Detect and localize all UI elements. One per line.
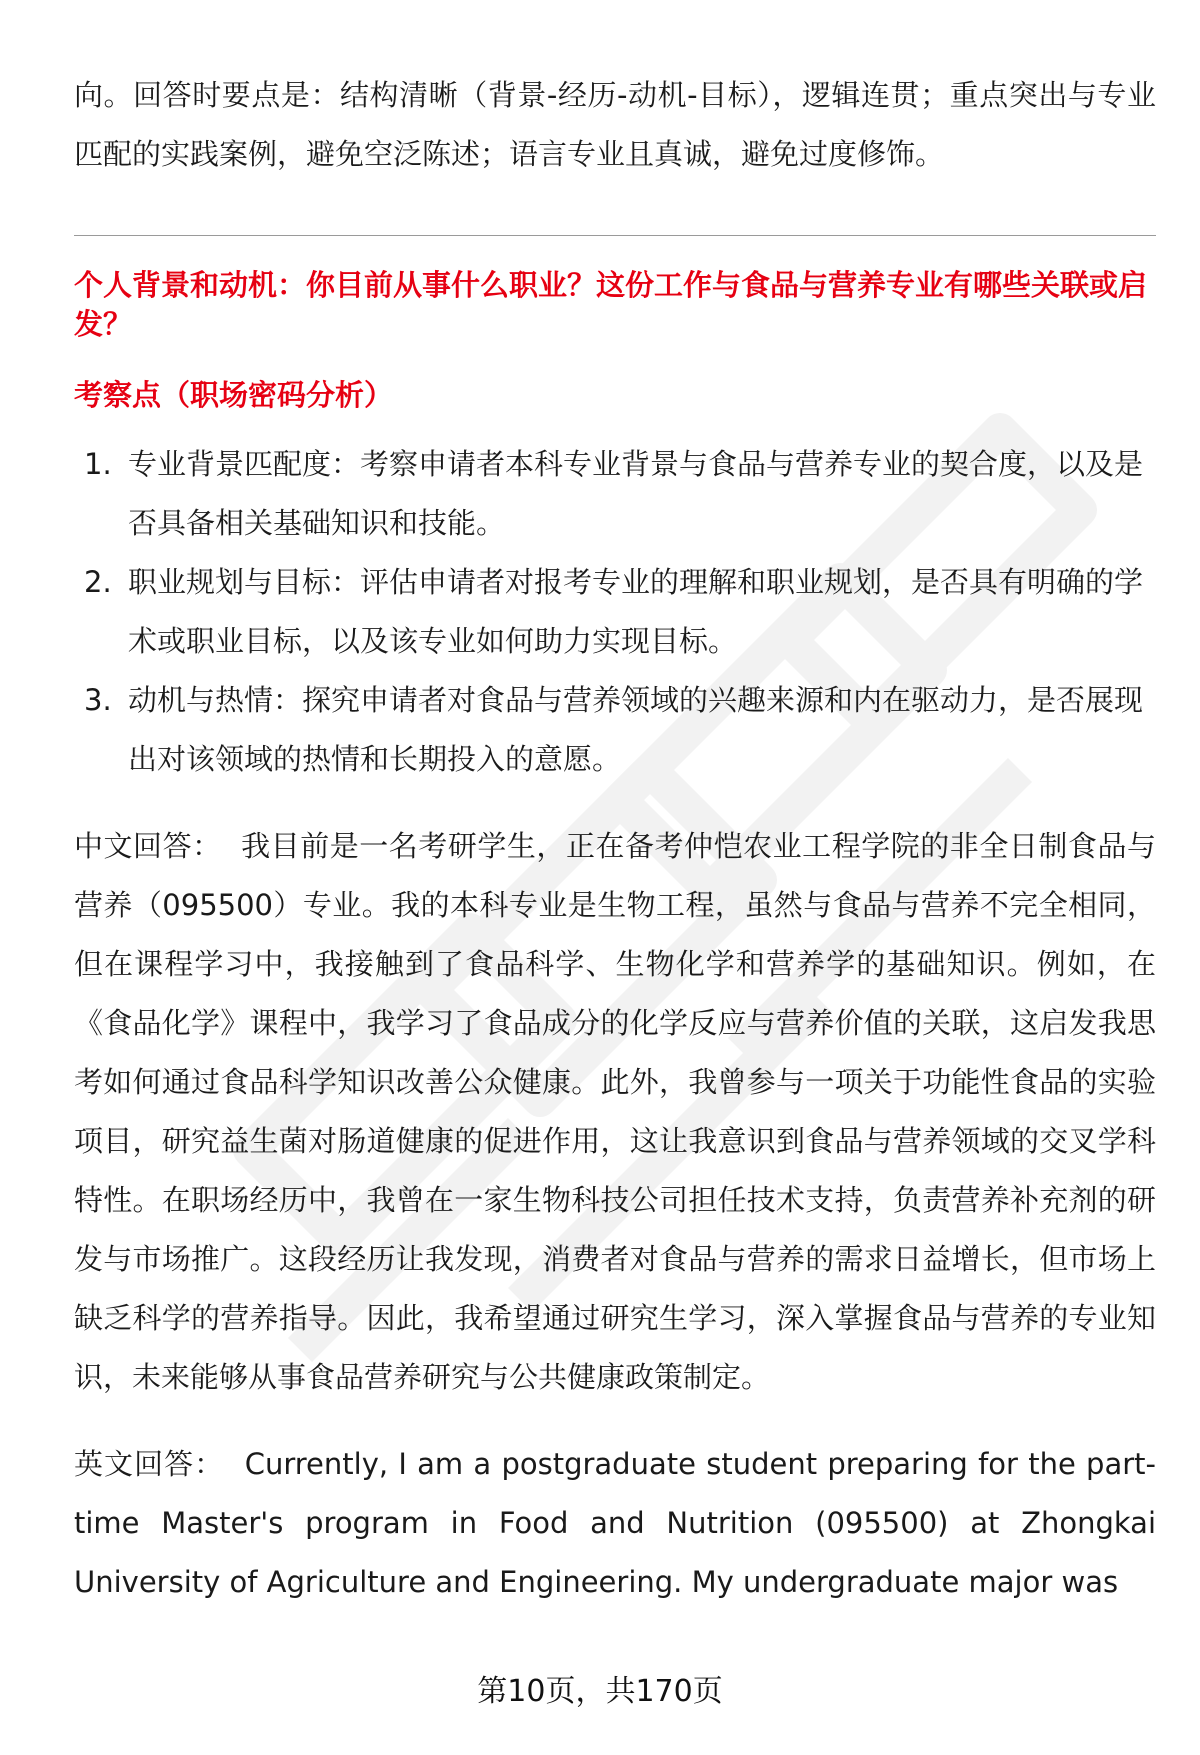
english-answer-label: 英文回答：: [74, 1447, 225, 1481]
chinese-answer-label: 中文回答：: [74, 829, 222, 863]
list-item: [74, 671, 1156, 789]
list-item-text: 动机与热情：探究申请者对食品与营养领域的兴趣来源和内在驱动力，是否展现出对该领域的热情和长期投入的意愿。: [128, 683, 1144, 776]
english-answer-text: Currently, I am a postgraduate student preparing for the part-time Master's program in Food and Nutrition (095500) at Zhongkai University of Agriculture and Engineering. My undergraduate major was: [74, 1447, 1156, 1599]
section-divider: [74, 235, 1156, 236]
question-subtitle: 考察点（职场密码分析）: [74, 378, 394, 412]
intro-paragraph: 向。回答时要点是：结构清晰（背景-经历-动机-目标），逻辑连贯；重点突出与专业匹配的实践案例，避免空泛陈述；语言专业且真诚，避免过度修饰。: [74, 78, 1156, 171]
list-item: [74, 553, 1156, 671]
list-item-number: 3.: [84, 683, 112, 717]
list-item-text: 职业规划与目标：评估申请者对报考专业的理解和职业规划，是否具有明确的学术或职业目标，以及该专业如何助力实现目标。: [128, 565, 1144, 658]
list-item: [74, 435, 1156, 553]
list-item-number: 1.: [84, 447, 112, 481]
question-title: 个人背景和动机：你目前从事什么职业？这份工作与食品与营养专业有哪些关联或启发？: [74, 268, 1148, 341]
page-footer: 第10页，共170页: [477, 1674, 723, 1709]
main-content: [74, 66, 1156, 1612]
english-answer-paragraph: [74, 1435, 1156, 1612]
list-item-text: 专业背景匹配度：考察申请者本科专业背景与食品与营养专业的契合度，以及是否具备相关基础知识和技能。: [128, 447, 1144, 540]
list-item-number: 2.: [84, 565, 112, 599]
chinese-answer-text: 我目前是一名考研学生，正在备考仲恺农业工程学院的非全日制食品与营养（095500）专业。我的本科专业是生物工程，虽然与食品与营养不完全相同，但在课程学习中，我接触到了食品科学、生物化学和营养学的基础知识。例如，在《食品化学》课程中，我学习了食品成分的化学反应与营养价值的关联，这启发我思考如何通过食品科学知识改善公众健康。此外，我曾参与一项关于功能性食品的实验项目，研究益生菌对肠道健康的促进作用，这让我意识到食品与营养领域的交叉学科特性。在职场经历中，我曾在一家生物科技公司担任技术支持，负责营养补充剂的研发与市场推广。这段经历让我发现，消费者对食品与营养的需求日益增长，但市场上缺乏科学的营养指导。因此，我希望通过研究生学习，深入掌握食品与营养的专业知识，未来能够从事食品营养研究与公共健康政策制定。: [74, 829, 1156, 1394]
chinese-answer-paragraph: [74, 817, 1156, 1407]
analysis-points-list: [74, 435, 1156, 789]
